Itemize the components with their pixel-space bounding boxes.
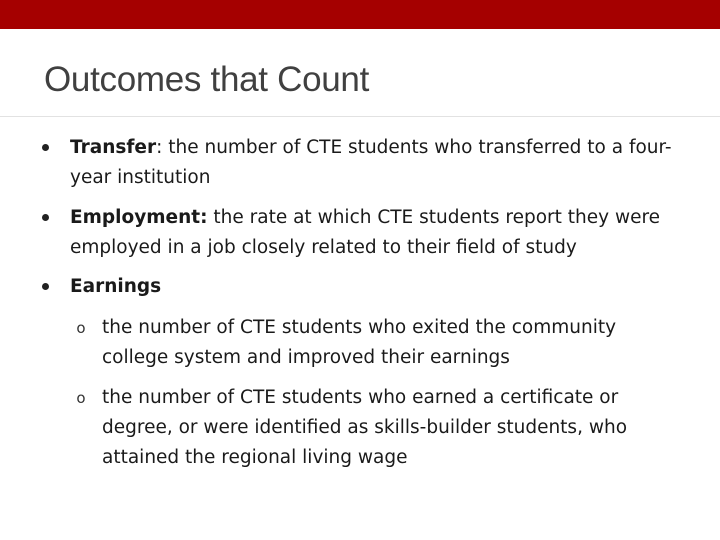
hollow-circle-icon: o	[76, 389, 86, 407]
bullet-item-transfer	[42, 133, 692, 193]
bullet-term: Transfer	[70, 137, 157, 158]
bullet-description: the rate at which CTE students report they were employed in a job closely related to their field of study	[70, 207, 661, 258]
bullet-description: : the number of CTE students who transferred to a four-year institution	[70, 137, 672, 188]
bullet-item-employment	[42, 203, 692, 263]
bullet-dot-icon	[42, 144, 49, 151]
sub-bullet-item	[74, 383, 684, 473]
bullet-item-earnings	[42, 272, 692, 302]
bullet-text	[70, 133, 692, 193]
sub-bullet-item	[74, 313, 684, 373]
bullet-term: Employment:	[70, 207, 208, 228]
slide-title: Outcomes that Count	[44, 60, 370, 99]
sub-bullet-text: the number of CTE students who exited the community college system and improved their earnings	[102, 317, 617, 368]
bullet-dot-icon	[42, 283, 49, 290]
bullet-term: Earnings	[70, 276, 162, 297]
sub-bullet-text: the number of CTE students who earned a certificate or degree, or were identified as skills-builder students, who attained the regional living wage	[102, 387, 628, 468]
hollow-circle-icon: o	[76, 319, 86, 337]
bullet-dot-icon	[42, 214, 49, 221]
bullet-text	[70, 203, 692, 263]
bullet-text	[70, 272, 692, 302]
